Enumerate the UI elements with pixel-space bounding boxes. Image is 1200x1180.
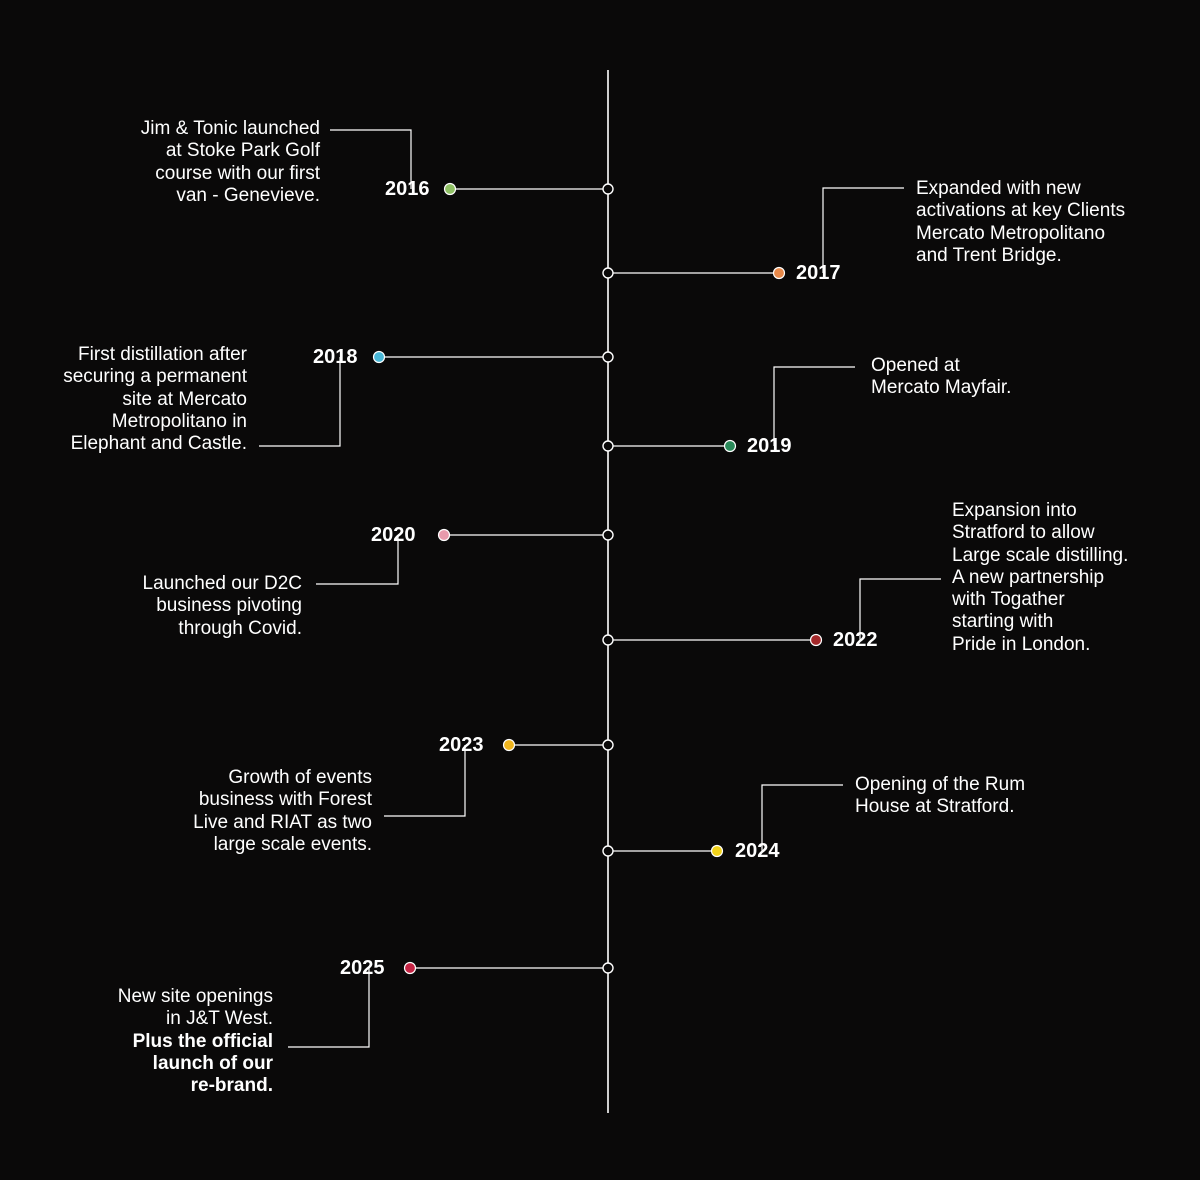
description-line: business pivoting: [156, 595, 302, 617]
description-line: and Trent Bridge.: [916, 244, 1062, 266]
description-line: Stratford to allow: [952, 522, 1095, 544]
year-label-2016: 2016: [385, 178, 430, 200]
axis-node-2019: [603, 441, 613, 451]
event-description-2016: [141, 118, 320, 207]
description-line: Growth of events: [228, 767, 372, 788]
description-line: Expanded with new: [916, 178, 1081, 199]
event-description-2018: [63, 344, 247, 455]
description-line: with Togather: [952, 589, 1065, 611]
description-line-bold: launch of our: [152, 1052, 273, 1074]
year-dot-2025: [405, 963, 416, 974]
description-line: House at Stratford.: [855, 796, 1015, 818]
description-line: Pride in London.: [952, 633, 1091, 655]
description-line: Large scale distilling.: [952, 544, 1129, 566]
description-line: Jim & Tonic launched: [140, 118, 320, 139]
description-line: activations at key Clients: [916, 200, 1126, 222]
year-dot-2018: [374, 352, 385, 363]
event-description-2019: [871, 355, 1011, 400]
year-label-2022: 2022: [833, 629, 878, 651]
connector-line-2018: [259, 357, 340, 446]
connector-line-2017: [823, 188, 904, 273]
description-line: large scale events.: [213, 833, 372, 855]
axis-node-2023: [603, 740, 613, 750]
description-line: Mercato Mayfair.: [871, 377, 1012, 399]
description-line: Opening of the Rum: [855, 774, 1026, 795]
description-line: First distillation after: [78, 344, 247, 365]
description-line: at Stoke Park Golf: [165, 140, 320, 162]
axis-node-2024: [603, 846, 613, 856]
event-description-2022: [952, 500, 1128, 656]
description-line: site at Mercato: [122, 388, 247, 410]
axis-node-2018: [603, 352, 613, 362]
description-line: Mercato Metropolitano: [916, 222, 1106, 244]
axis-node-2020: [603, 530, 613, 540]
description-line: Elephant and Castle.: [70, 433, 247, 455]
year-label-2025: 2025: [340, 957, 385, 979]
year-label-2019: 2019: [747, 435, 792, 457]
description-line-bold: re-brand.: [190, 1075, 273, 1097]
description-line: Opened at: [871, 355, 960, 376]
year-dot-2016: [445, 184, 456, 195]
description-line: Live and RIAT as two: [193, 811, 372, 833]
year-dot-2022: [811, 635, 822, 646]
event-description-2023: [193, 767, 372, 856]
event-description-2024: [855, 774, 1025, 819]
description-line: securing a permanent: [63, 366, 247, 388]
connector-line-2025: [288, 968, 369, 1047]
description-line: Metropolitano in: [111, 410, 247, 432]
axis-node-2017: [603, 268, 613, 278]
axis-node-2016: [603, 184, 613, 194]
description-line: business with Forest: [198, 789, 372, 811]
year-dot-2017: [774, 268, 785, 279]
year-dot-2024: [712, 846, 723, 857]
year-label-2020: 2020: [371, 524, 416, 546]
description-line: van - Genevieve.: [176, 184, 320, 206]
year-label-2017: 2017: [796, 262, 841, 284]
year-label-2018: 2018: [313, 346, 358, 368]
year-dot-2020: [439, 530, 450, 541]
axis-node-2025: [603, 963, 613, 973]
event-description-2017: [916, 178, 1125, 267]
description-line: starting with: [952, 611, 1054, 633]
event-description-2020: [143, 573, 303, 640]
description-line: in J&T West.: [166, 1008, 273, 1030]
description-line-bold: Plus the official: [132, 1030, 273, 1052]
description-line: course with our first: [155, 162, 320, 184]
year-dot-2023: [504, 740, 515, 751]
year-dot-2019: [725, 441, 736, 452]
event-description-2025: [118, 986, 273, 1097]
description-line: through Covid.: [178, 617, 302, 639]
axis-node-2022: [603, 635, 613, 645]
description-line: Expansion into: [952, 500, 1077, 521]
year-label-2024: 2024: [735, 840, 780, 862]
year-label-2023: 2023: [439, 734, 484, 756]
description-line: Launched our D2C: [142, 573, 302, 594]
description-line: New site openings: [117, 986, 273, 1007]
description-line: A new partnership: [952, 566, 1105, 588]
